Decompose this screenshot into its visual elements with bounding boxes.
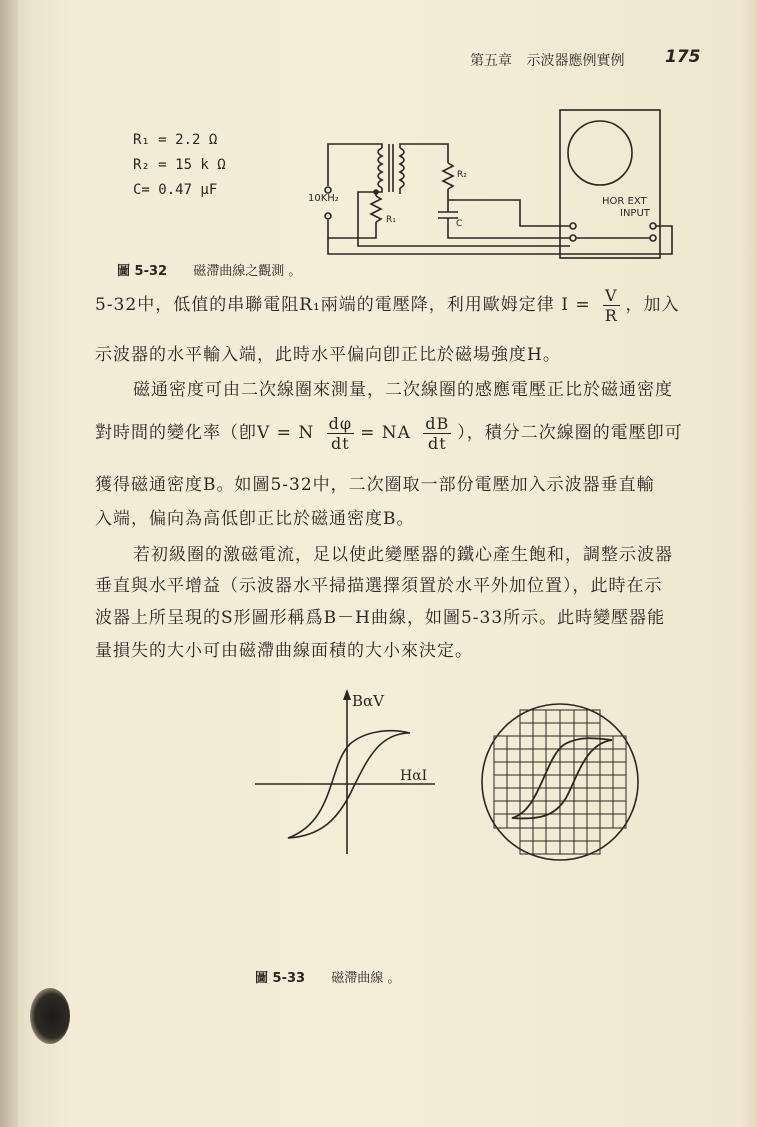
hysteresis-figure <box>240 686 680 876</box>
text-run: 對時間的變化率（卽V = N <box>95 423 315 443</box>
text-run: ），積分二次線圈的電壓卽可 <box>457 423 683 443</box>
chapter-label: 第五章 <box>470 53 512 69</box>
fraction-numerator: V <box>604 286 618 305</box>
paragraph-line: 波器上所呈現的S形圖形稱爲B－H曲線，如圖5-33所示。此時變壓器能 <box>95 608 666 628</box>
binding-hole <box>30 988 70 1044</box>
hor-input-line1: HOR EXT <box>602 196 647 207</box>
page-number: 175 <box>665 47 701 67</box>
r2-label: R₂ <box>457 170 467 180</box>
b-axis-label: BαV <box>352 692 384 710</box>
c-value: C= 0.47 μF <box>133 182 218 198</box>
figure-caption-text: 磁滯曲線 。 <box>331 971 401 986</box>
fraction-v-over-r <box>603 286 620 325</box>
fraction-numerator: dB <box>425 414 450 433</box>
figure-caption-5-33 <box>255 967 400 986</box>
figure-caption-text: 磁滯曲線之觀測 。 <box>193 264 302 279</box>
text-run: ，加入 <box>625 295 680 315</box>
fraction-denominator: dt <box>331 434 350 453</box>
paragraph-line: 示波器的水平輸入端，此時水平偏向卽正比於磁場強度H。 <box>95 345 561 365</box>
figure-caption-5-32 <box>117 260 301 279</box>
paragraph-line: 垂直與水平增益（示波器水平掃描選擇須置於水平外加位置），此時在示 <box>95 576 663 596</box>
chapter-title: 示波器應例實例 <box>526 53 625 69</box>
scope-grid <box>494 710 626 854</box>
fraction-db-dt <box>423 414 451 453</box>
text-run: = NA <box>360 423 411 443</box>
paragraph-line <box>95 286 705 325</box>
r1-value: R₁ = 2.2 Ω <box>133 132 218 148</box>
scope-trace <box>512 738 612 818</box>
paragraph-line: 入端，偏向為高低卽正比於磁通密度B。 <box>95 509 415 529</box>
r1-label: R₁ <box>386 215 396 225</box>
hor-input-line2: INPUT <box>620 208 650 219</box>
r2-value: R₂ = 15 k Ω <box>133 157 226 173</box>
book-spine <box>0 0 18 1127</box>
paragraph-line: 量損失的大小可由磁滯曲線面積的大小來決定。 <box>95 641 473 661</box>
paragraph-line: 獲得磁通密度B。如圖5-32中，二次圈取一部份電壓加入示波器垂直輸 <box>95 475 655 495</box>
secondary-coil <box>400 148 404 188</box>
oscilloscope-screen <box>568 121 632 185</box>
component-values <box>133 128 226 203</box>
fraction-dphi-dt <box>327 414 354 453</box>
paragraph-line: 磁通密度可由二次線圈來測量，二次線圈的感應電壓正比於磁通密度 <box>133 380 673 400</box>
fraction-denominator: dt <box>427 434 447 453</box>
r2-resistor <box>443 163 453 189</box>
figure-number: 圖 5-32 <box>117 264 168 279</box>
primary-coil <box>378 148 382 188</box>
c-label: C <box>456 219 463 229</box>
h-axis-label: HαI <box>400 768 428 784</box>
r1-resistor <box>371 196 381 222</box>
source-label: 10KH₂ <box>308 193 339 204</box>
paragraph-line: 若初級圈的激磁電流，足以使此變壓器的鐵心產生飽和，調整示波器 <box>133 545 673 565</box>
fraction-numerator: dφ <box>328 414 353 433</box>
circuit-diagram <box>300 108 690 263</box>
running-header <box>470 50 634 70</box>
fraction-denominator: R <box>604 306 618 325</box>
text-run: 5-32中，低值的串聯電阻R₁兩端的電壓降，利用歐姆定律 I = <box>95 295 591 315</box>
figure-number: 圖 5-33 <box>255 971 306 986</box>
paragraph-line <box>95 414 705 453</box>
